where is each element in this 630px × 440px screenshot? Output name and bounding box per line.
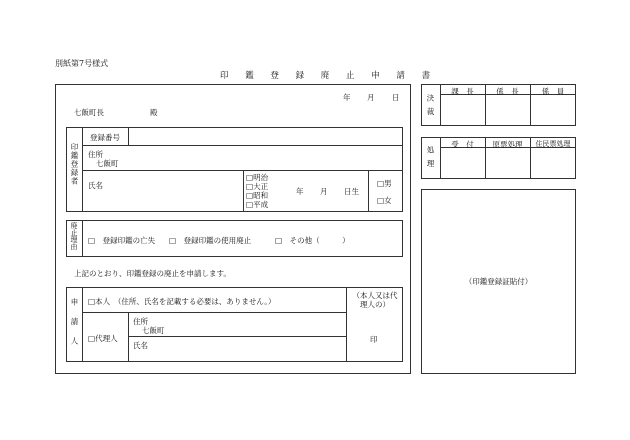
- approval-col-staff: 係 員: [541, 87, 565, 96]
- reason-lost[interactable]: □ 登録印鑑の亡失: [88, 236, 156, 245]
- seal-label: 印: [370, 335, 378, 344]
- date-day: 日: [392, 93, 400, 102]
- reason-discontinued[interactable]: □ 登録印鑑の使用廃止: [169, 236, 252, 245]
- registration-number-label: 登録番号: [90, 133, 120, 142]
- form-title: 印 鑑 登 録 廃 止 申 請 書: [220, 71, 438, 81]
- registrant-side-label: 印鑑登録者: [70, 143, 79, 186]
- form-number: 別紙第7号様式: [55, 59, 109, 68]
- birth-day: 日生: [344, 187, 359, 196]
- honorific: 殿: [150, 108, 158, 117]
- date-year: 年: [343, 93, 351, 102]
- approval-side-label: 決裁: [426, 94, 435, 121]
- processing-col-resident-record: 住民票処理: [535, 140, 571, 148]
- era-taisho[interactable]: □大正: [246, 182, 269, 191]
- applicant-side-label: 申請人: [70, 298, 79, 357]
- approval-col-section-chief: 課 長: [451, 87, 474, 96]
- registrant-address-value: 七飯町: [96, 159, 119, 168]
- seal-note: （本人又は代理人の）: [352, 291, 398, 309]
- era-showa[interactable]: □昭和: [246, 191, 269, 200]
- registrant-name-label: 氏名: [88, 181, 103, 190]
- applicant-self-option[interactable]: □本人 （住所、氏名を記載する必要は、ありません。）: [88, 297, 276, 306]
- registrant-address-label: 住所: [88, 150, 103, 159]
- era-heisei[interactable]: □平成: [246, 200, 269, 209]
- approval-col-subsection-chief: 係 長: [496, 87, 519, 96]
- reason-side-label: 廃止理由: [70, 222, 78, 250]
- era-meiji[interactable]: □明治: [246, 173, 269, 182]
- application-statement: 上記のとおり、印鑑登録の廃止を申請します。: [74, 269, 231, 278]
- applicant-proxy-option[interactable]: □代理人: [88, 334, 118, 343]
- sex-female[interactable]: □女: [377, 196, 392, 205]
- addressee: 七飯町長: [74, 108, 104, 117]
- seal-paste-label: （印鑑登録証貼付）: [464, 277, 533, 286]
- birth-year: 年: [296, 187, 304, 196]
- applicant-address-value: 七飯町: [142, 326, 165, 335]
- processing-side-label: 処理: [426, 146, 435, 173]
- processing-col-original-record: 原票処理: [492, 140, 523, 149]
- sex-male[interactable]: □男: [377, 179, 392, 188]
- processing-col-reception: 受 付: [451, 140, 474, 149]
- date-month: 月: [367, 93, 375, 102]
- applicant-name-label: 氏名: [133, 341, 148, 350]
- applicant-address-label: 住所: [133, 317, 148, 326]
- birth-month: 月: [320, 187, 328, 196]
- reason-other[interactable]: □ その他（ ）: [275, 236, 350, 245]
